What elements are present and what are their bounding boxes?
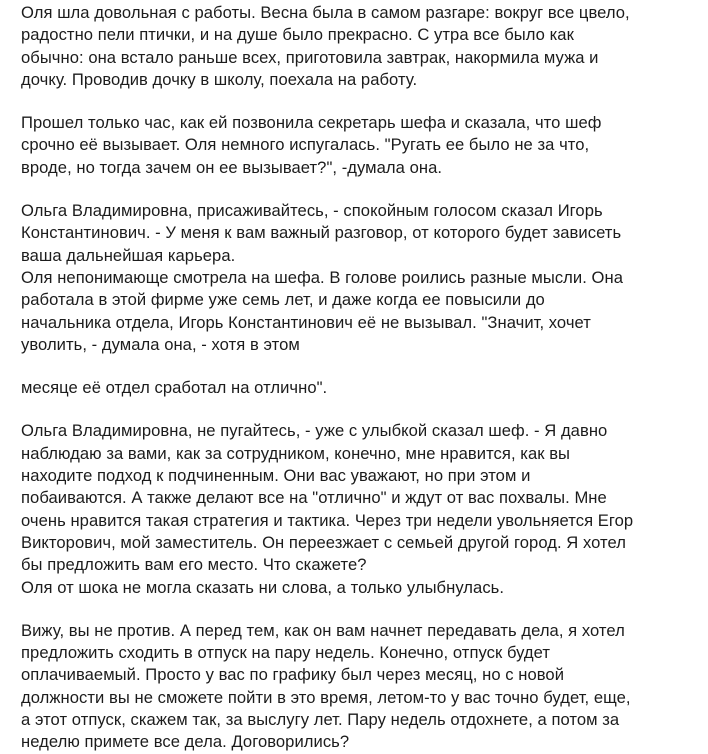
text-line: очень нравится такая стратегия и тактика. Через три недели увольняется Егор bbox=[21, 510, 634, 530]
text-line: радостно пели птички, и на душе было прекрасно. С утра все было как bbox=[21, 25, 574, 45]
text-line: Оля непонимающе смотрела на шефа. В голове роились разные мысли. Она bbox=[21, 267, 624, 287]
paragraph-olya-smiles bbox=[21, 577, 705, 599]
paragraph-department-month bbox=[21, 377, 705, 399]
text-line: Викторович, мой заместитель. Он переезжает с семьей другой город. Я хотел bbox=[21, 532, 626, 552]
text-line: неделю примете все дела. Договорились? bbox=[21, 732, 350, 752]
paragraph-olya-thoughts bbox=[21, 267, 705, 356]
text-line: срочно её вызывает. Оля немного испугалась. "Ругать ее было не за что, bbox=[21, 135, 590, 155]
text-line: ваша дальнейшая карьера. bbox=[21, 245, 236, 265]
text-line: Прошел только час, как ей позвонила секретарь шефа и сказала, что шеф bbox=[21, 113, 602, 133]
text-line: побаиваются. А также делают все на "отлично" и ждут от вас похвалы. Мне bbox=[21, 488, 607, 508]
text-line: должности вы не сможете пойти в это время, летом-то у вас точно будет, еще, bbox=[21, 687, 631, 707]
text-line: дочку. Проводив дочку в школу, поехала на работу. bbox=[21, 69, 418, 89]
paragraph-boss-greeting bbox=[21, 200, 705, 267]
text-line: оплачиваемый. Просто у вас по графику был через месяц, но с новой bbox=[21, 665, 565, 685]
text-line: вроде, но тогда зачем он ее вызывает?", -думала она. bbox=[21, 157, 443, 177]
text-line: месяце её отдел сработал на отлично". bbox=[21, 378, 328, 398]
document-body bbox=[21, 2, 705, 754]
text-line: Константинович. - У меня к вам важный разговор, от которого будет зависеть bbox=[21, 223, 622, 243]
text-line: Оля от шока не могла сказать ни слова, а только улыбнулась. bbox=[21, 577, 505, 597]
text-line: Вижу, вы не против. А перед тем, как он вам начнет передавать дела, я хотел bbox=[21, 620, 625, 640]
paragraph-secretary-call bbox=[21, 112, 705, 179]
paragraph-vacation-offer bbox=[21, 620, 705, 754]
text-line: Ольга Владимировна, не пугайтесь, - уже с улыбкой сказал шеф. - Я давно bbox=[21, 421, 608, 441]
text-line: уволить, - думала она, - хотя в этом bbox=[21, 334, 300, 354]
text-line: наблюдаю за вами, как за сотрудником, конечно, мне нравится, как вы bbox=[21, 443, 571, 463]
text-line: Оля шла довольная с работы. Весна была в самом разгаре: вокруг все цвело, bbox=[21, 3, 630, 22]
paragraph-boss-offer bbox=[21, 420, 705, 576]
text-line: бы предложить вам его место. Что скажете? bbox=[21, 555, 367, 575]
text-line: Ольга Владимировна, присаживайтесь, - спокойным голосом сказал Игорь bbox=[21, 201, 603, 221]
text-line: обычно: она встало раньше всех, приготовила завтрак, накормила мужа и bbox=[21, 47, 599, 67]
text-line: работала в этой фирме уже семь лет, и даже когда ее повысили до bbox=[21, 290, 545, 310]
text-line: а этот отпуск, скажем так, за выслугу лет. Пару недель отдохнете, а потом за bbox=[21, 710, 620, 730]
text-line: начальника отдела, Игорь Константинович её не вызывал. "Значит, хочет bbox=[21, 312, 591, 332]
text-line: предложить сходить в отпуск на пару недель. Конечно, отпуск будет bbox=[21, 643, 551, 663]
paragraph-walk-home bbox=[21, 2, 705, 91]
text-line: находите подход к подчиненным. Они вас уважают, но при этом и bbox=[21, 466, 531, 486]
